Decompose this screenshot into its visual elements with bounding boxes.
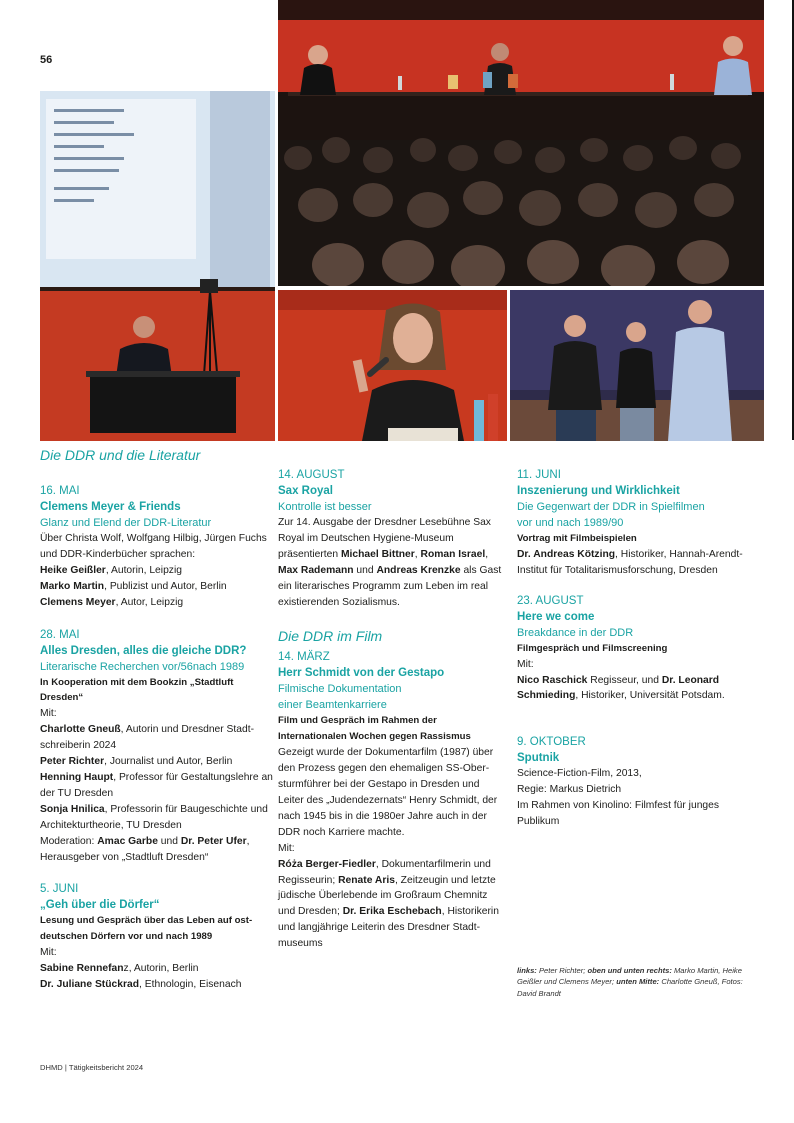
event-detail-line xyxy=(40,770,276,802)
detail-text: Zur 14. Ausgabe der Dresdner Lesebühne Sax Royal im Deutschen Hygiene-Museum präsentierten xyxy=(278,517,491,560)
detail-text: und xyxy=(353,564,377,576)
event-date: 14. AUGUST xyxy=(278,469,345,481)
detail-text-bold: Filmgespräch und Filmscreening xyxy=(517,642,668,654)
photo-reader-microphone xyxy=(278,290,507,441)
detail-text: , Dokumentarfilmerin und Regisseurin; xyxy=(278,858,491,886)
detail-text-bold: Charlotte Gneuß xyxy=(40,724,121,736)
photo-panel-audience xyxy=(278,0,764,286)
event-details xyxy=(278,515,504,610)
detail-text: , Autorin und Dresdner Stadtschreiberin 2024 xyxy=(40,724,255,752)
detail-text-bold: Dr. Peter Ufer xyxy=(180,835,247,847)
detail-text: , Zeitzeugin und letzte jüdische Überlebende im Großraum Chemnitz und Dresden; xyxy=(278,874,496,918)
detail-text-bold: Andreas Krenzke xyxy=(376,564,461,576)
event-date: 5. JUNI xyxy=(40,883,79,896)
detail-text: und xyxy=(157,835,181,847)
detail-text-bold: Sonja Hnilica xyxy=(40,803,105,815)
event-title: Sputnik xyxy=(517,752,560,765)
event-detail-line xyxy=(517,766,749,782)
event-title: Alles Dresden, alles die gleiche DDR? xyxy=(40,644,247,657)
detail-text: , Professorin für Baugeschichte und Architekturtheorie, TU Dresden xyxy=(40,803,268,831)
caption-label: unten Mitte: xyxy=(616,977,660,987)
detail-text: , Autor, Leipzig xyxy=(115,596,184,608)
event-title: Inszenierung und Wirklichkeit xyxy=(517,485,680,497)
detail-text: Mit: xyxy=(40,947,57,959)
event-detail-line xyxy=(40,977,276,993)
detail-text-bold: Dr. Erika Eschebach xyxy=(342,906,442,918)
detail-text: Moderation: xyxy=(40,835,98,847)
detail-text-bold: Clemens Meyer xyxy=(40,596,116,608)
detail-text: Regisseur, und xyxy=(587,674,662,686)
detail-text: , Professor für Gestaltungslehre an der TU Dresden xyxy=(40,771,273,799)
event-23-august xyxy=(517,593,749,705)
detail-text: , Historikerin und langjährige Leiterin des Dresdner Stadtmuseums xyxy=(278,906,499,950)
detail-text-bold: Nico Raschick xyxy=(517,674,588,686)
event-detail-line xyxy=(40,913,276,945)
column-middle xyxy=(278,467,504,968)
detail-text: , xyxy=(485,548,489,560)
detail-text: Mit: xyxy=(278,842,295,854)
event-date: 14. MÄRZ xyxy=(278,651,330,664)
detail-text: , xyxy=(414,548,421,560)
event-date: 11. JUNI xyxy=(517,469,561,481)
event-detail-line xyxy=(40,563,276,579)
detail-text-bold: Renate Aris xyxy=(338,874,395,886)
event-16-mai xyxy=(40,483,276,611)
detail-text: als Gast ein literarisches Programm zum Leben im real existierenden Sozialismus. xyxy=(278,564,502,608)
detail-text: , Historiker, Hannah-Arendt-Institut für Totalitarismusforschung, Dresden xyxy=(517,548,743,576)
photo-speaker-lectern-image xyxy=(40,91,275,441)
photo-speaker-lectern xyxy=(40,91,275,441)
event-detail-line xyxy=(517,547,749,579)
caption-label: oben und unten rechts: xyxy=(587,966,672,975)
event-detail-line xyxy=(40,595,276,611)
event-subtitle: Kontrolle ist besser xyxy=(278,501,372,513)
caption-label: links: xyxy=(517,966,537,975)
detail-text: Science-Fiction-Film, 2013, xyxy=(517,768,642,780)
event-detail-line xyxy=(40,802,276,834)
detail-text-bold: Film und Gespräch im Rahmen der Internationalen Wochen gegen Rassismus xyxy=(278,715,471,743)
event-details xyxy=(517,641,749,705)
event-detail-line xyxy=(517,657,749,673)
event-detail-line xyxy=(517,531,749,547)
detail-text: , Ethnologin, Eisenach xyxy=(139,979,242,991)
caption-text: Peter Richter; xyxy=(536,966,588,975)
detail-text-bold: Dr. Leonard Schmieding xyxy=(517,674,720,702)
column-right xyxy=(517,467,749,846)
detail-text-bold: Amac Garbe xyxy=(97,835,158,847)
event-details xyxy=(517,766,749,830)
event-subtitle: Breakdance in der DDR xyxy=(517,626,634,639)
event-title: Herr Schmidt von der Gestapo xyxy=(278,667,445,680)
detail-text-bold: Roman Israel xyxy=(420,548,486,560)
photo-reader-microphone-image xyxy=(278,290,507,441)
detail-text-bold: Max Rademann xyxy=(278,564,354,576)
detail-text: Über Christa Wolf, Wolfgang Hilbig, Jürgen Fuchs und DDR-Kinderbücher sprachen: xyxy=(40,533,267,560)
caption-text: Marko Martin, Heike Geißler und Clemens Meyer; xyxy=(517,966,742,987)
event-subtitle: Filmische Dokumentation einer Beamtenkarriere xyxy=(278,683,402,712)
detail-text: Mit: xyxy=(517,658,534,670)
detail-text-bold: Peter Richter xyxy=(40,756,105,768)
event-11-juni xyxy=(517,467,749,579)
event-detail-line xyxy=(278,515,504,610)
event-detail-line xyxy=(40,834,276,866)
event-title: Here we come xyxy=(517,610,595,623)
event-9-oktober xyxy=(517,734,749,830)
event-detail-line xyxy=(517,798,749,830)
event-detail-line xyxy=(40,675,276,707)
detail-text: , Publizist und Autor, Berlin xyxy=(104,580,227,592)
event-detail-line xyxy=(40,961,276,977)
detail-text-bold: Róża Berger-Fiedler xyxy=(278,858,376,870)
event-date: 23. AUGUST xyxy=(517,594,584,607)
event-14-august xyxy=(278,467,504,610)
section-title-literatur: Die DDR und die Literatur xyxy=(40,447,201,463)
event-14-maerz xyxy=(278,649,504,952)
column-left xyxy=(40,446,276,1009)
detail-text-bold: Heike Geißler xyxy=(40,564,106,576)
detail-text-bold: Dr. Juliane Stückrad xyxy=(40,979,140,991)
event-details xyxy=(40,913,276,993)
event-subtitle: Glanz und Elend der DDR-Literatur xyxy=(40,517,212,529)
detail-text-bold: Henning Haupt xyxy=(40,771,114,783)
detail-text-bold: Michael Bittner xyxy=(340,548,415,560)
photo-three-guests-image xyxy=(510,290,764,441)
detail-text: z, Autorin, Berlin xyxy=(123,963,199,975)
event-details xyxy=(278,713,504,952)
event-subtitle: Literarische Recherchen vor/56nach 1989 xyxy=(40,660,245,673)
event-date: 9. OKTOBER xyxy=(517,736,586,749)
event-title: Clemens Meyer & Friends xyxy=(40,501,181,513)
event-detail-line xyxy=(40,754,276,770)
detail-text-bold: In Kooperation mit dem Bookzin „Stadtluft Dresden“ xyxy=(40,676,234,704)
detail-text: Regie: Markus Dietrich xyxy=(517,784,622,796)
detail-text-bold: Sabine Rennefan xyxy=(40,963,124,975)
event-title: Sax Royal xyxy=(278,485,333,497)
event-details xyxy=(517,531,749,579)
event-detail-line xyxy=(517,673,749,705)
detail-text: , Journalist und Autor, Berlin xyxy=(104,756,233,768)
detail-text-bold: Dr. Andreas Kötzing xyxy=(517,548,616,560)
event-date: 28. MAI xyxy=(40,628,80,641)
section-title-film: Die DDR im Film xyxy=(278,628,383,645)
detail-text: , Autorin, Leipzig xyxy=(105,564,182,576)
event-details xyxy=(40,531,276,611)
detail-text: , Historiker, Universität Potsdam. xyxy=(575,690,725,702)
page-number: 56 xyxy=(40,54,53,66)
event-date: 16. MAI xyxy=(40,485,80,497)
event-detail-line xyxy=(278,857,504,952)
detail-text: Gezeigt wurde der Dokumentarfilm (1987) über den Prozess gegen den ehemaligen SS-Obersturmführer bei der Gestapo in Dresden und Leiter des „Judendezernats“ Henry Schmidt, der nach 1945 bis in die 1980er Jahre auch in der DDR noch Karriere machte. xyxy=(278,747,498,838)
detail-text: Mit: xyxy=(40,708,57,720)
photo-panel-audience-image xyxy=(278,0,764,286)
event-details xyxy=(40,675,276,866)
event-detail-line xyxy=(40,706,276,722)
detail-text-bold: Lesung und Gespräch über das Leben auf ostdeutschen Dörfern vor und nach 1989 xyxy=(40,915,253,943)
detail-text: , Herausgeber von „Stadtluft Dresden“ xyxy=(40,835,250,863)
event-detail-line xyxy=(517,782,749,798)
event-detail-line xyxy=(278,745,504,840)
event-5-juni xyxy=(40,881,276,993)
event-title: „Geh über die Dörfer“ xyxy=(40,899,160,912)
event-detail-line xyxy=(40,579,276,595)
detail-text: Im Rahmen von Kinolino: Filmfest für junges Publikum xyxy=(517,800,720,828)
photo-three-guests xyxy=(510,290,764,441)
event-subtitle: Die Gegenwart der DDR in Spielfilmen vor und nach 1989/90 xyxy=(517,501,705,529)
event-detail-line xyxy=(278,713,504,745)
detail-text-bold: Marko Martin xyxy=(40,580,105,592)
event-detail-line xyxy=(278,841,504,857)
event-28-mai xyxy=(40,627,276,866)
event-detail-line xyxy=(40,531,276,563)
photo-caption xyxy=(517,965,749,999)
event-detail-line xyxy=(40,945,276,961)
detail-text-bold: Vortrag mit Filmbeispielen xyxy=(517,533,637,544)
caption-text: Charlotte Gneuß, Fotos: David Brandt xyxy=(517,977,743,998)
event-detail-line xyxy=(40,722,276,754)
page-footer: DHMD | Tätigkeitsbericht 2024 xyxy=(40,1063,144,1072)
event-detail-line xyxy=(517,641,749,657)
